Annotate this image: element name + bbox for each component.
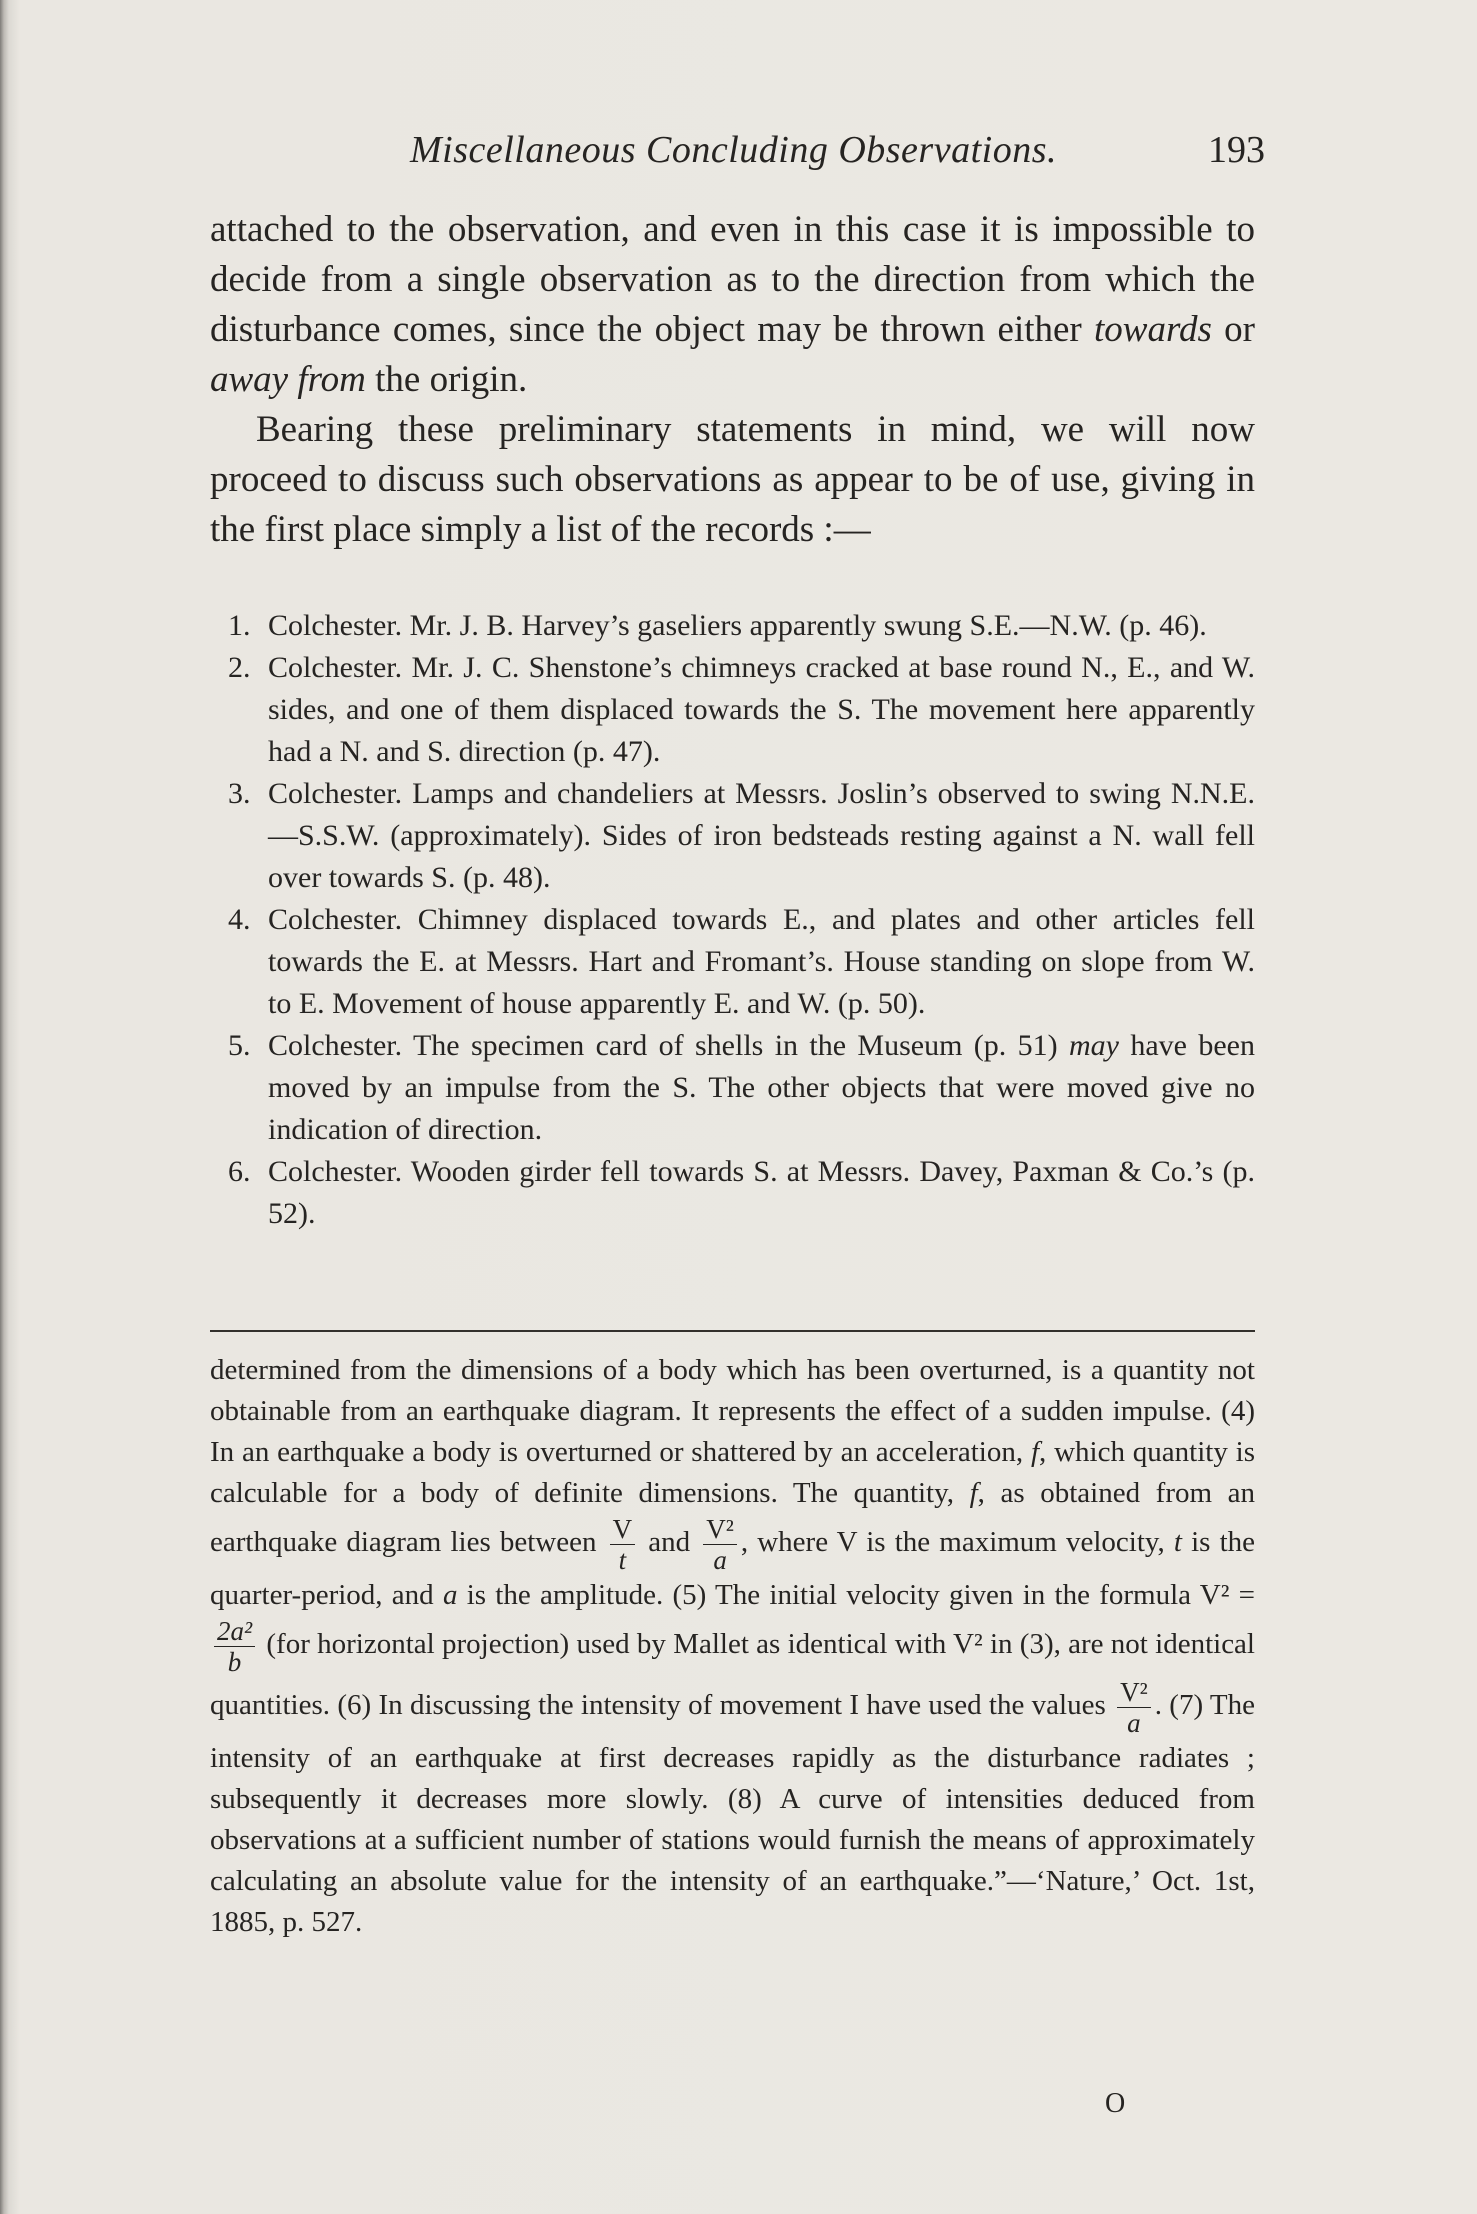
numerator: V² [703,1514,737,1545]
footnote [210,1350,1255,1943]
symbol: t [1173,1526,1182,1559]
text-run: have been moved by an impulse from the S. The other objects that were moved give no indication of direction. [268,1029,1256,1146]
item-number: 1. [228,609,251,642]
item-text: Colchester. Chimney displaced towards E., and plates and other articles fell towards the E. at Messrs. Hart and Fromant’s. House standing on slope from W. to E. Movement of house apparently E. and W. (p. 50). [268,903,1255,1020]
signature-mark: O [1105,2088,1126,2119]
fraction-v2-over-a [703,1514,737,1575]
text-run: determined from the dimensions of a body which has been overturned, is a quantity not obtainable from an earthquake diagram. It represents the effect of a sudden impulse. (4) In an earthquake a body is overturned or shattered by an acceleration, [210,1354,1255,1468]
records-list [228,605,1255,1235]
text-run: , which quantity is calculable for a body of definite dimensions. The quantity, [210,1436,1255,1509]
item-number: 6. [228,1155,251,1188]
paragraph-2: Bearing these preliminary statements in mind, we will now proceed to discuss such observations as appear to be of use, giving in the first place simply a list of the records :— [210,409,1255,550]
item-number: 5. [228,1029,251,1062]
text-run: or [1211,309,1255,350]
list-item [228,899,1255,1025]
numerator: V [610,1514,636,1545]
text-run: , where V is the maximum velocity, [740,1526,1174,1559]
text-run: and [639,1526,700,1559]
denominator: b [227,1647,242,1677]
list-item [228,773,1255,899]
page-number: 193 [1208,129,1265,171]
text-run: is the amplitude. (5) The initial velocity given in the formula V² = [457,1579,1256,1611]
numerator: V² [1117,1677,1151,1708]
item-text: Colchester. Mr. J. C. Shenstone’s chimneys cracked at base round N., E., and W. sides, and one of them displaced towards the S. The movement here apparently had a N. and S. direction (p. 47). [268,651,1255,768]
item-text: Colchester. Lamps and chandeliers at Messrs. Joslin’s observed to swing N.N.E.—S.S.W. (approximately). Sides of iron bedsteads resting against a N. wall fell over towards S. (p. 48). [268,777,1255,894]
list-item [228,647,1255,773]
symbol: a [442,1579,458,1611]
text-run: . (7) The intensity of an earthquake at first decreases rapidly as the disturbance radiates ; subsequently it decreases more slowly. (8) A curve of intensities deduced from observations at a sufficient number of stations would furnish the means of approximately calculating an absolute value for the intensity of an earthquake.”—‘Nature,’ Oct. 1st, 1885, p. 527. [210,1689,1255,1938]
fraction-v-over-t [610,1514,636,1575]
text-run: is the quarter-period, and [210,1526,1255,1611]
item-text: Colchester. Mr. J. B. Harvey’s gaseliers apparently swung S.E.—N.W. (p. 46). [268,609,1207,642]
list-item [228,1151,1255,1235]
fraction-2a2-over-b [214,1616,255,1677]
footnote-text [210,1350,1255,1943]
footnote-divider [210,1330,1255,1332]
emphasis: may [1069,1029,1119,1062]
denominator: a [713,1545,727,1575]
numerator: 2a² [214,1616,255,1647]
emphasis: away from [210,359,366,400]
paragraph-1 [210,205,1255,405]
denominator: t [618,1545,627,1575]
item-text [268,1025,1255,1151]
item-number: 2. [228,651,251,684]
symbol: f [969,1477,978,1509]
item-number: 3. [228,777,251,810]
main-text [210,205,1255,555]
emphasis: towards [1094,309,1212,350]
fraction-v2-over-a-2 [1117,1677,1151,1738]
symbol: f [1030,1436,1040,1468]
text-run: (for horizontal projection) used by Mallet as identical with V² in (3), are not identical quantities. (6) In discussing the intensity of movement I have used the values [210,1628,1255,1722]
list-item [228,605,1255,647]
denominator: a [1127,1708,1141,1738]
item-text: Colchester. Wooden girder fell towards S. at Messrs. Davey, Paxman & Co.’s (p. 52). [268,1155,1255,1230]
text-run: attached to the observation, and even in this case it is impossible to decide from a single observation as to the direction from which the disturbance comes, since the object may be thrown either [210,209,1255,350]
text-run: , as obtained from an earthquake diagram lies between [210,1477,1255,1559]
running-header [210,128,1265,188]
text-run: the origin. [365,359,528,400]
text-run: Colchester. The specimen card of shells in the Museum (p. 51) [268,1029,1070,1062]
running-title: Miscellaneous Concluding Observations. [410,129,1057,171]
item-number: 4. [228,903,251,936]
list-item [228,1025,1255,1151]
